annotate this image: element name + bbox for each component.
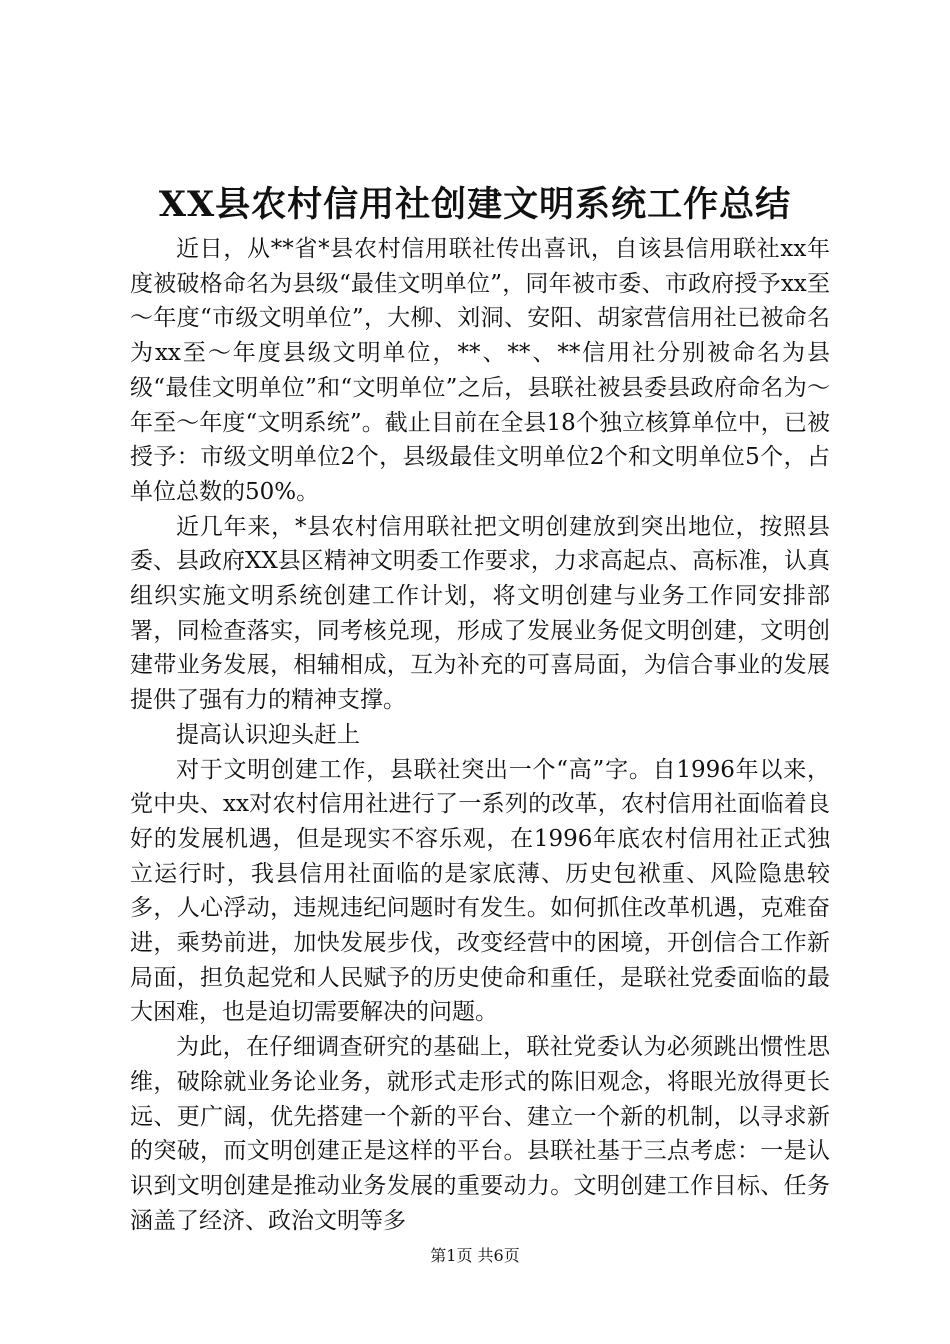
paragraph-3: 对于文明创建工作，县联社突出一个“高”字。自1996年以来，党中央、xx对农村信用社进行了一系列的改革，农村信用社面临着良好的发展机遇，但是现实不容乐观，在1996年底农村信用社正式独立运行时，我县信用社面临的是家底薄、历史包袱重、风险隐患较多，人心浮动，违规违纪问题时有发生。如何抓住改革机遇，克难奋进，乘势前进，加快发展步伐，改变经营中的困境，开创信合工作新局面，担负起党和人民赋予的历史使命和重任，是联社党委面临的最大困难，也是迫切需要解决的问题。 (130, 756, 830, 1026)
page-footer: 第1页 共6页 (430, 1246, 520, 1265)
paragraph-1: 近日，从**省*县农村信用联社传出喜讯，自该县信用联社xx年度被破格命名为县级“最佳文明单位”，同年被市委、市政府授予xx至～年度“市级文明单位”，大柳、刘洞、安阳、胡家营信用社已被命名为xx至～年度县级文明单位，**、**、**信用社分别被命名为县级“最佳文明单位”和“文明单位”之后，县联社被县委县政府命名为～年至～年度“文明系统”。截止目前在全县18个独立核算单位中，已被授予：市级文明单位2个，县级最佳文明单位2个和文明单位5个，占单位总数的50%。 (130, 236, 830, 505)
paragraph-2: 近几年来，*县农村信用联社把文明创建放到突出地位，按照县委、县政府XX县区精神文明委工作要求，力求高起点、高标准，认真组织实施文明系统创建工作计划，将文明创建与业务工作同安排部署，同检查落实，同考核兑现，形成了发展业务促文明创建，文明创建带业务发展，相辅相成，互为补充的可喜局面，为信合事业的发展提供了强有力的精神支撑。 (130, 513, 830, 714)
section-heading: 提高认识迎头赶上 (176, 721, 360, 748)
paragraph-4: 为此，在仔细调查研究的基础上，联社党委认为必须跳出惯性思维，破除就业务论业务，就形式走形式的陈旧观念，将眼光放得更长远、更广阔，优先搭建一个新的平台、建立一个新的机制，以寻求新的突破，而文明创建正是这样的平台。县联社基于三点考虑：一是认识到文明创建是推动业务发展的重要动力。文明创建工作目标、任务涵盖了经济、政治文明等多 (130, 1034, 830, 1234)
document-title: XX县农村信用社创建文明系统工作总结 (158, 184, 792, 225)
document-body (130, 232, 830, 1238)
